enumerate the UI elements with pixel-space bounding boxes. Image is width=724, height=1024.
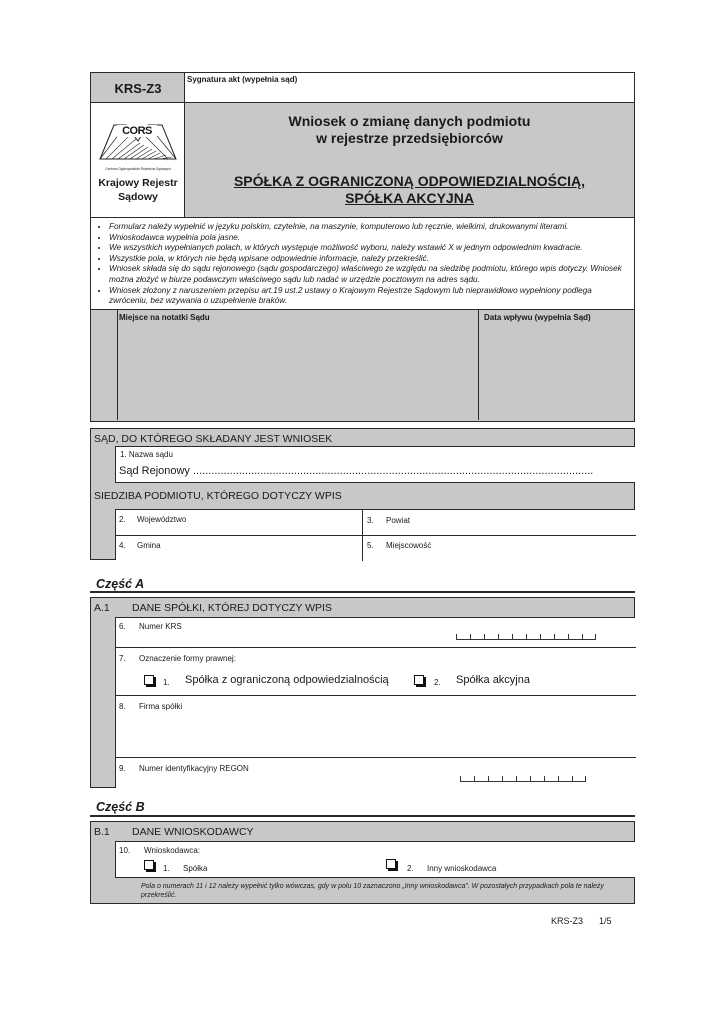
court-name-value: Sąd Rejonowy ...................................................................................................................................	[119, 465, 594, 477]
option-number: 1.	[163, 678, 170, 687]
krs-number-label: Numer KRS	[139, 622, 182, 631]
applicant-label: Wnioskodawca:	[144, 846, 201, 855]
instructions-list	[93, 222, 630, 307]
company-name-field[interactable]	[116, 697, 636, 758]
applicant-field	[115, 841, 635, 878]
field-number: 3.	[367, 516, 374, 525]
municipality-label: Gmina	[137, 541, 161, 550]
part-b-rule	[90, 815, 635, 817]
court-notes-area	[90, 310, 635, 422]
form-subtitle-line1: SPÓŁKA Z OGRANICZONĄ ODPOWIEDZIALNOŚCIĄ,	[233, 173, 586, 189]
company-applicant-checkbox[interactable]	[144, 860, 154, 870]
field-number: 9.	[119, 764, 126, 773]
legal-form-field	[116, 649, 636, 696]
llc-option-label: Spółka z ograniczoną odpowiedzialnością	[185, 674, 389, 686]
company-applicant-label: Spółka	[183, 864, 208, 873]
other-applicant-label: Inny wnioskodawca	[427, 864, 497, 873]
option-number: 2.	[407, 864, 414, 873]
part-a-section	[90, 597, 635, 788]
locality-field[interactable]	[363, 536, 636, 561]
field-number: 2.	[119, 515, 126, 524]
form-code: KRS-Z3	[114, 81, 162, 96]
instructions-box	[90, 218, 635, 310]
logo-text: CORS	[117, 125, 157, 137]
instruction-item: • Wszystkie pola, w których nie będą wpisane odpowiednie informacje, należy przekreślić.	[109, 254, 630, 265]
fields-note: Pola o numerach 11 i 12 należy wypełnić tylko wówczas, gdy w polu 10 zaznaczono „Inny wnioskodawca”. W pozostałych przypadkach pola te należy przekreślić.	[141, 883, 604, 899]
option-number: 1.	[163, 864, 170, 873]
field-number: 6.	[119, 622, 126, 631]
logo-box	[91, 103, 185, 217]
form-title-line1: Wniosek o zmianę danych podmiotu	[288, 113, 531, 129]
legal-form-label: Oznaczenie formy prawnej:	[139, 654, 236, 663]
section-number: A.1	[94, 602, 110, 614]
field-number: 5.	[367, 541, 374, 550]
voivodeship-label: Województwo	[137, 515, 187, 524]
form-header	[90, 72, 635, 218]
signature-label: Sygnatura akt (wypełnia sąd)	[187, 75, 298, 84]
notes-inner-frame	[117, 310, 479, 420]
krs-digit-boxes[interactable]	[456, 633, 596, 640]
seat-section-title: SIEDZIBA PODMIOTU, KTÓREGO DOTYCZY WPIS	[94, 490, 342, 502]
page-number: 1/5	[599, 916, 612, 926]
register-name-line2: Sądowy	[118, 191, 158, 203]
other-applicant-checkbox[interactable]	[386, 859, 396, 869]
seat-fields	[115, 509, 635, 560]
form-subtitle-line2: SPÓŁKA AKCYJNA	[345, 190, 474, 206]
locality-label: Miejscowość	[386, 541, 432, 550]
municipality-field[interactable]	[116, 536, 362, 561]
footer-form-code: KRS-Z3	[551, 916, 584, 926]
logo-subtext: Centrum Ogólnopolskich Rejestrów Sądowych	[105, 167, 171, 171]
instruction-item: • Wniosek złożony z naruszeniem przepisu art.19 ust.2 ustawy o Krajowym Rejestrze Sądowym lub nieprawidłowo wypełniony podlega zwróceniu, bez wzywania o uzupełnienie braków.	[109, 286, 630, 307]
form-title-line2: w rejestrze przedsiębiorców	[316, 130, 503, 146]
instruction-item: • Formularz należy wypełnić w języku polskim, czytelnie, na maszynie, komputerowo lub ręcznie, wielkimi, drukowanymi literami.	[109, 222, 630, 233]
krs-number-field[interactable]	[116, 618, 636, 648]
jsc-option-label: Spółka akcyjna	[456, 674, 530, 686]
signature-box[interactable]	[185, 73, 634, 103]
court-name-field[interactable]	[115, 446, 635, 483]
voivodeship-field[interactable]	[116, 510, 362, 535]
date-received-label: Data wpływu (wypełnia Sąd)	[484, 313, 591, 322]
title-box	[185, 103, 634, 217]
section-number: B.1	[94, 826, 110, 838]
county-field[interactable]	[363, 510, 636, 535]
form-code-box	[91, 73, 185, 103]
part-a-heading: Część A	[96, 577, 145, 591]
regon-label: Numer identyfikacyjny REGON	[139, 764, 249, 773]
field-number: 10.	[119, 846, 131, 855]
court-section	[90, 428, 635, 560]
part-a-fields	[115, 617, 635, 788]
part-b-heading: Część B	[96, 800, 145, 814]
llc-checkbox[interactable]	[144, 675, 154, 685]
register-name-line1: Krajowy Rejestr	[98, 177, 178, 189]
regon-field[interactable]	[116, 759, 636, 789]
instruction-item: • Wniosek składa się do sądu rejonowego (sądu gospodarczego) właściwego ze względu na siedzibę podmiotu, którego wpis dotyczy. Wniosek można złożyć w biurze podawczym właściwego sądu lub nadać w urzędzie pocztowym na adres sądu.	[109, 264, 630, 285]
instruction-item: • Wnioskodawca wypełnia pola jasne.	[109, 233, 630, 244]
court-section-title: SĄD, DO KTÓREGO SKŁADANY JEST WNIOSEK	[94, 433, 333, 445]
part-b-section-title: DANE WNIOSKODAWCY	[132, 826, 254, 838]
field-number: 8.	[119, 702, 126, 711]
jsc-checkbox[interactable]	[414, 675, 424, 685]
regon-digit-boxes[interactable]	[460, 775, 586, 782]
option-number: 2.	[434, 678, 441, 687]
county-label: Powiat	[386, 516, 411, 525]
part-a-section-title: DANE SPÓŁKI, KTÓREJ DOTYCZY WPIS	[132, 602, 332, 614]
instruction-item: • We wszystkich wypełnianych polach, w których występuje możliwość wyboru, należy wstawić X w jednym odpowiednim kwadracie.	[109, 243, 630, 254]
court-notes-label: Miejsce na notatki Sądu	[119, 313, 210, 322]
company-name-label: Firma spółki	[139, 702, 183, 711]
field-number: 4.	[119, 541, 126, 550]
field-number: 7.	[119, 654, 126, 663]
part-a-rule	[90, 591, 635, 593]
part-b-section	[90, 821, 635, 904]
court-name-label: 1. Nazwa sądu	[120, 450, 173, 459]
